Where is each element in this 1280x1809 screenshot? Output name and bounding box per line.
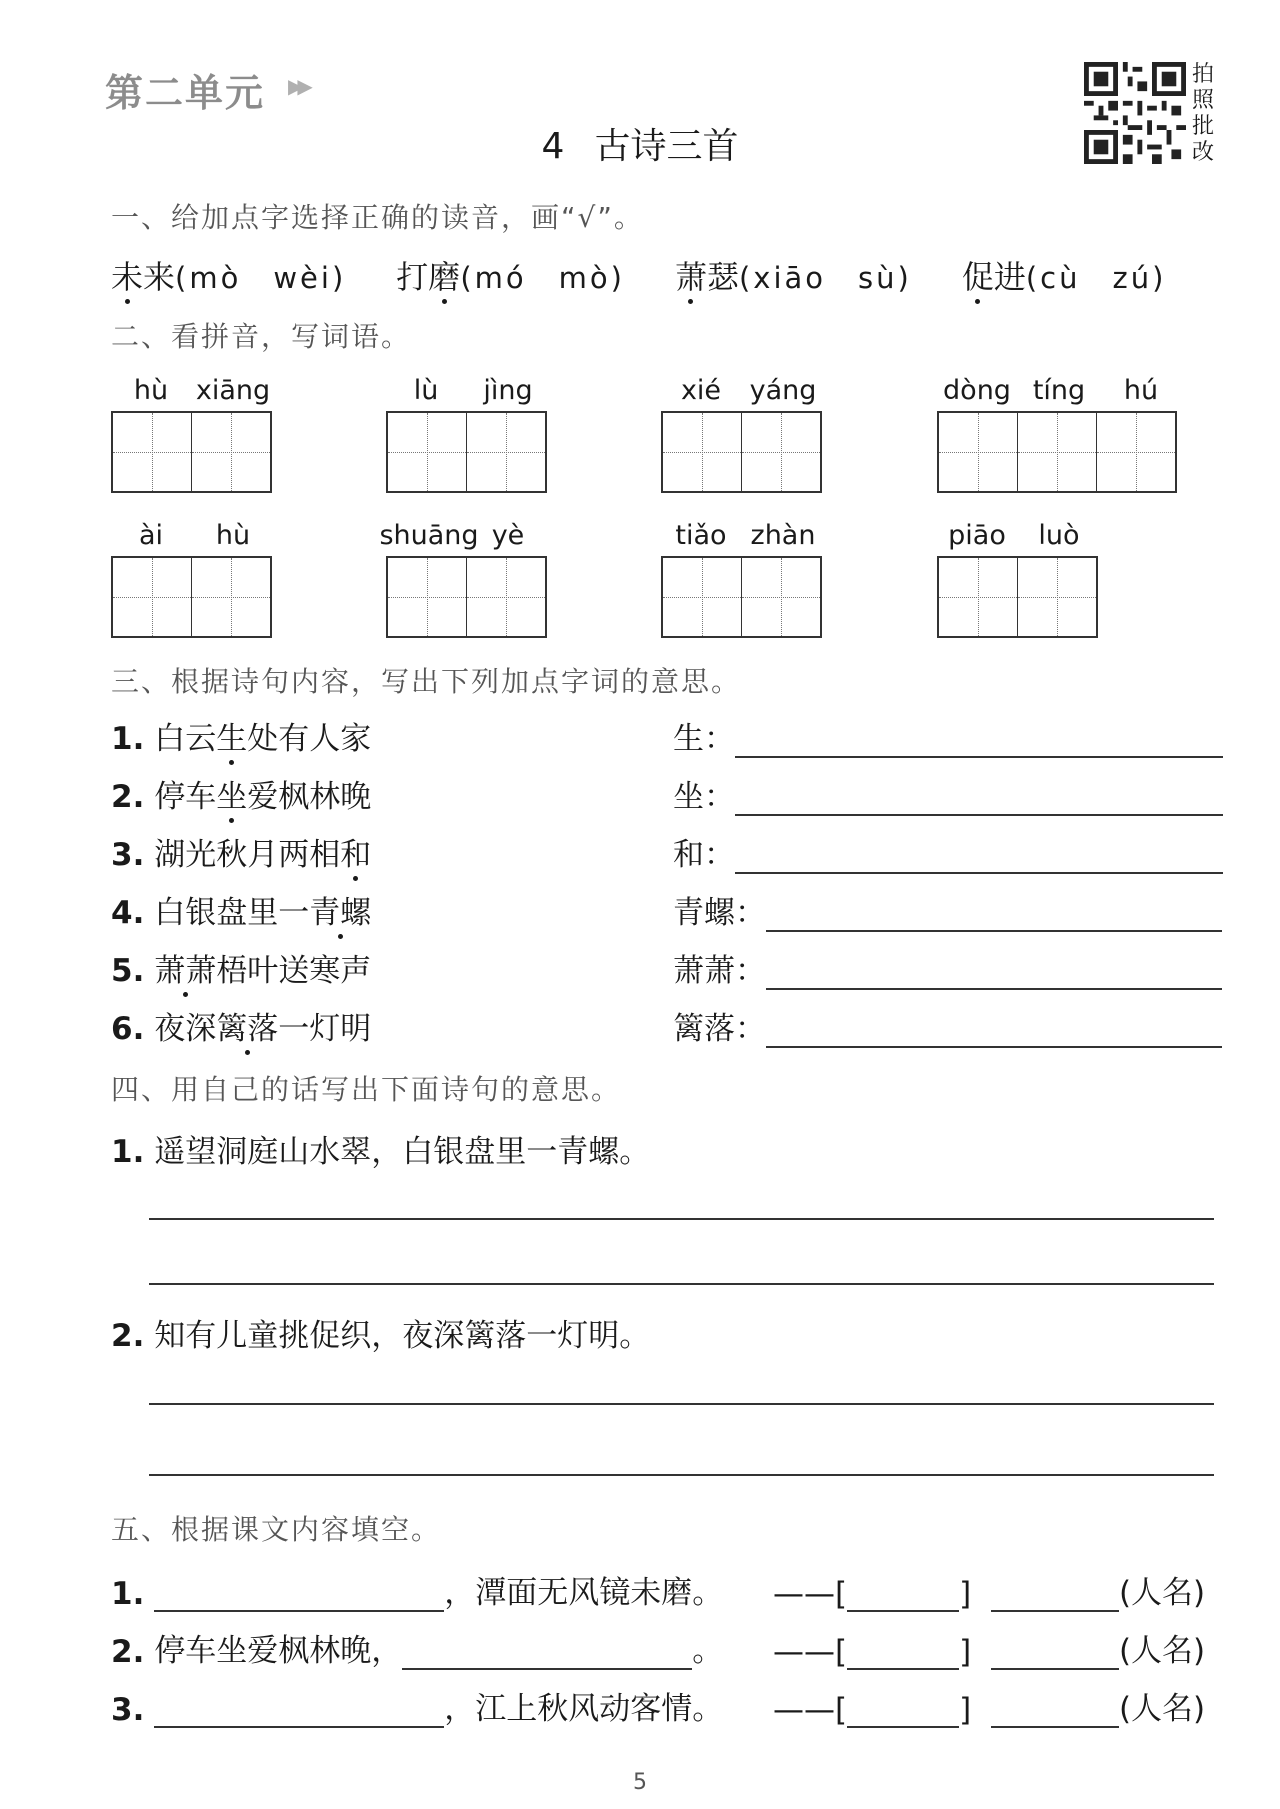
section5-item bbox=[111, 1683, 723, 1728]
line-text: 。 bbox=[692, 1633, 724, 1669]
item-word: 萧瑟 bbox=[674, 258, 739, 296]
pinyin-group bbox=[386, 375, 547, 493]
answer-line[interactable] bbox=[766, 1016, 1222, 1048]
name-blank[interactable] bbox=[991, 1638, 1119, 1670]
line-text: 停车坐爱枫林晚， bbox=[154, 1633, 403, 1669]
section1-row bbox=[111, 252, 1166, 298]
line-text: 白银盘里一 bbox=[154, 895, 310, 931]
item-options: (xiāo sù) bbox=[738, 261, 912, 295]
section1-item bbox=[962, 252, 1167, 298]
author-blank bbox=[773, 1683, 1205, 1728]
section3-answer bbox=[673, 1003, 1222, 1048]
qr-caption: 拍照批改 bbox=[1192, 62, 1215, 165]
close-bracket: ] bbox=[959, 1692, 972, 1728]
item-word: 未来 bbox=[111, 258, 176, 296]
dash-bracket: ——[ bbox=[773, 1692, 848, 1728]
author-blank bbox=[773, 1625, 1205, 1670]
dotted-char: 和 bbox=[340, 837, 372, 873]
item-number: 4. bbox=[111, 895, 145, 931]
blank-line[interactable] bbox=[154, 1696, 444, 1728]
poem-line: 知有儿童挑促织，夜深篱落一灯明。 bbox=[154, 1318, 651, 1354]
pinyin: xié bbox=[680, 375, 722, 406]
item-number: 1. bbox=[111, 1576, 145, 1612]
answer-line[interactable] bbox=[149, 1403, 1214, 1405]
answer-line[interactable] bbox=[735, 784, 1223, 816]
pinyin-group bbox=[661, 520, 822, 638]
name-blank[interactable] bbox=[991, 1580, 1119, 1612]
section3-item bbox=[111, 1003, 371, 1048]
line-text: 停车 bbox=[154, 779, 217, 815]
section1-item bbox=[675, 252, 912, 298]
pinyin: hù bbox=[133, 375, 169, 406]
section5-heading: 五、根据课文内容填空。 bbox=[111, 1513, 442, 1546]
close-bracket: ] bbox=[959, 1634, 972, 1670]
name-hint: (人名) bbox=[1118, 1633, 1206, 1669]
pinyin-group bbox=[111, 375, 272, 493]
name-blank[interactable] bbox=[991, 1696, 1119, 1728]
answer-term: 坐： bbox=[673, 779, 735, 815]
section4-heading: 四、用自己的话写出下面诗句的意思。 bbox=[111, 1073, 622, 1106]
line-text: ，潭面无风镜未磨。 bbox=[444, 1575, 724, 1611]
line-text: 爱枫林晚 bbox=[247, 779, 372, 815]
item-word: 打磨 bbox=[396, 258, 461, 296]
line-text: 白云 bbox=[154, 721, 217, 757]
answer-line[interactable] bbox=[766, 900, 1222, 932]
qr-code-icon[interactable] bbox=[1084, 62, 1186, 164]
dotted-char: 磨 bbox=[428, 258, 461, 296]
item-number: 2. bbox=[111, 1318, 145, 1354]
pinyin: luò bbox=[1038, 520, 1080, 551]
answer-term: 生： bbox=[673, 721, 735, 757]
name-hint: (人名) bbox=[1118, 1575, 1206, 1611]
pinyin-group bbox=[937, 520, 1098, 638]
blank-line[interactable] bbox=[402, 1638, 692, 1670]
writing-grid[interactable] bbox=[386, 556, 547, 638]
section3-item bbox=[111, 887, 371, 932]
writing-grid[interactable] bbox=[111, 556, 272, 638]
pinyin: jìng bbox=[483, 375, 533, 406]
writing-grid[interactable] bbox=[937, 556, 1098, 638]
answer-term: 萧萧： bbox=[673, 953, 766, 989]
answer-line[interactable] bbox=[149, 1218, 1214, 1220]
section3-item bbox=[111, 771, 371, 816]
item-options: (cù zú) bbox=[1025, 261, 1167, 295]
pinyin: yè bbox=[491, 520, 525, 551]
section3-item bbox=[111, 829, 371, 874]
writing-grid[interactable] bbox=[386, 411, 547, 493]
dotted-char: 萧萧 bbox=[154, 953, 217, 989]
section3-answer bbox=[673, 771, 1223, 816]
pinyin-group bbox=[937, 375, 1177, 493]
dotted-char: 坐 bbox=[216, 779, 248, 815]
section3-answer bbox=[673, 829, 1223, 874]
item-number: 1. bbox=[111, 1134, 145, 1170]
pinyin: zhàn bbox=[750, 520, 816, 551]
pinyin: lù bbox=[413, 375, 439, 406]
section3-item bbox=[111, 945, 371, 990]
lesson-title: 古诗三首 bbox=[594, 126, 739, 167]
pinyin: shuāng bbox=[379, 520, 479, 551]
lesson-number: 4 bbox=[541, 126, 565, 167]
dynasty-blank[interactable] bbox=[847, 1580, 959, 1612]
item-number: 5. bbox=[111, 953, 145, 989]
pinyin-group bbox=[111, 520, 272, 638]
dotted-char: 生 bbox=[216, 721, 248, 757]
pinyin: dòng bbox=[943, 375, 1011, 406]
answer-term: 青螺： bbox=[673, 895, 766, 931]
section1-item bbox=[396, 252, 625, 298]
pinyin: ài bbox=[138, 520, 164, 551]
answer-term: 和： bbox=[673, 837, 735, 873]
section1-item bbox=[111, 252, 346, 298]
dotted-char: 促 bbox=[961, 258, 994, 296]
dash-bracket: ——[ bbox=[773, 1634, 848, 1670]
line-text: 处有人家 bbox=[247, 721, 372, 757]
dotted-char: 青螺 bbox=[309, 895, 372, 931]
name-hint: (人名) bbox=[1118, 1691, 1206, 1727]
section2-heading: 二、看拼音，写词语。 bbox=[111, 320, 412, 353]
unit-label: 第二单元 bbox=[105, 71, 266, 115]
dash-bracket: ——[ bbox=[773, 1576, 848, 1612]
item-number: 2. bbox=[111, 779, 145, 815]
line-text: 一灯明 bbox=[278, 1011, 372, 1047]
section3-item bbox=[111, 713, 371, 758]
pinyin: tíng bbox=[1032, 375, 1086, 406]
item-word: 促进 bbox=[961, 258, 1026, 296]
item-number: 3. bbox=[111, 837, 145, 873]
line-text: 湖光秋月两相 bbox=[154, 837, 341, 873]
dynasty-blank[interactable] bbox=[847, 1638, 959, 1670]
line-text: 梧叶送寒声 bbox=[216, 953, 372, 989]
dotted-char: 未 bbox=[111, 258, 144, 296]
answer-line[interactable] bbox=[149, 1474, 1214, 1476]
pinyin: piāo bbox=[948, 520, 1006, 551]
writing-grid[interactable] bbox=[937, 411, 1177, 493]
section4-item bbox=[111, 1126, 650, 1171]
pinyin: hù bbox=[215, 520, 251, 551]
writing-grid[interactable] bbox=[661, 556, 822, 638]
pinyin: hú bbox=[1123, 375, 1159, 406]
section4-item bbox=[111, 1310, 650, 1355]
section3-answer bbox=[673, 887, 1222, 932]
pinyin-group bbox=[379, 520, 547, 638]
close-bracket: ] bbox=[959, 1576, 972, 1612]
answer-term: 篱落： bbox=[673, 1011, 766, 1047]
line-text: ，江上秋风动客情。 bbox=[444, 1691, 724, 1727]
item-number: 2. bbox=[111, 1634, 145, 1670]
item-number: 3. bbox=[111, 1692, 145, 1728]
dotted-char: 萧 bbox=[674, 258, 707, 296]
poem-line: 遥望洞庭山水翠，白银盘里一青螺。 bbox=[154, 1134, 651, 1170]
answer-line[interactable] bbox=[149, 1283, 1214, 1285]
section5-item bbox=[111, 1625, 723, 1670]
section5-item bbox=[111, 1567, 723, 1612]
line-text: 夜深 bbox=[154, 1011, 217, 1047]
answer-line[interactable] bbox=[766, 958, 1222, 990]
item-options: (mò wèi) bbox=[175, 261, 347, 295]
section3-answer bbox=[673, 945, 1222, 990]
item-number: 1. bbox=[111, 721, 145, 757]
dynasty-blank[interactable] bbox=[847, 1696, 959, 1728]
answer-line[interactable] bbox=[735, 726, 1223, 758]
pinyin: yáng bbox=[749, 375, 817, 406]
pinyin: xiāng bbox=[195, 375, 271, 406]
writing-grid[interactable] bbox=[111, 411, 272, 493]
answer-line[interactable] bbox=[735, 842, 1223, 874]
section1-heading: 一、给加点字选择正确的读音，画“√”。 bbox=[111, 201, 644, 234]
pinyin: tiǎo bbox=[675, 520, 727, 551]
pinyin-group bbox=[661, 375, 822, 493]
item-number: 6. bbox=[111, 1011, 145, 1047]
author-blank bbox=[773, 1567, 1205, 1612]
double-arrow-icon: ▶▶ bbox=[288, 74, 307, 98]
section3-answer bbox=[673, 713, 1223, 758]
page-number: 5 bbox=[633, 1770, 647, 1795]
item-options: (mó mò) bbox=[460, 261, 625, 295]
blank-line[interactable] bbox=[154, 1580, 444, 1612]
dotted-char: 篱落 bbox=[216, 1011, 279, 1047]
section3-heading: 三、根据诗句内容，写出下列加点字词的意思。 bbox=[111, 665, 742, 698]
writing-grid[interactable] bbox=[661, 411, 822, 493]
